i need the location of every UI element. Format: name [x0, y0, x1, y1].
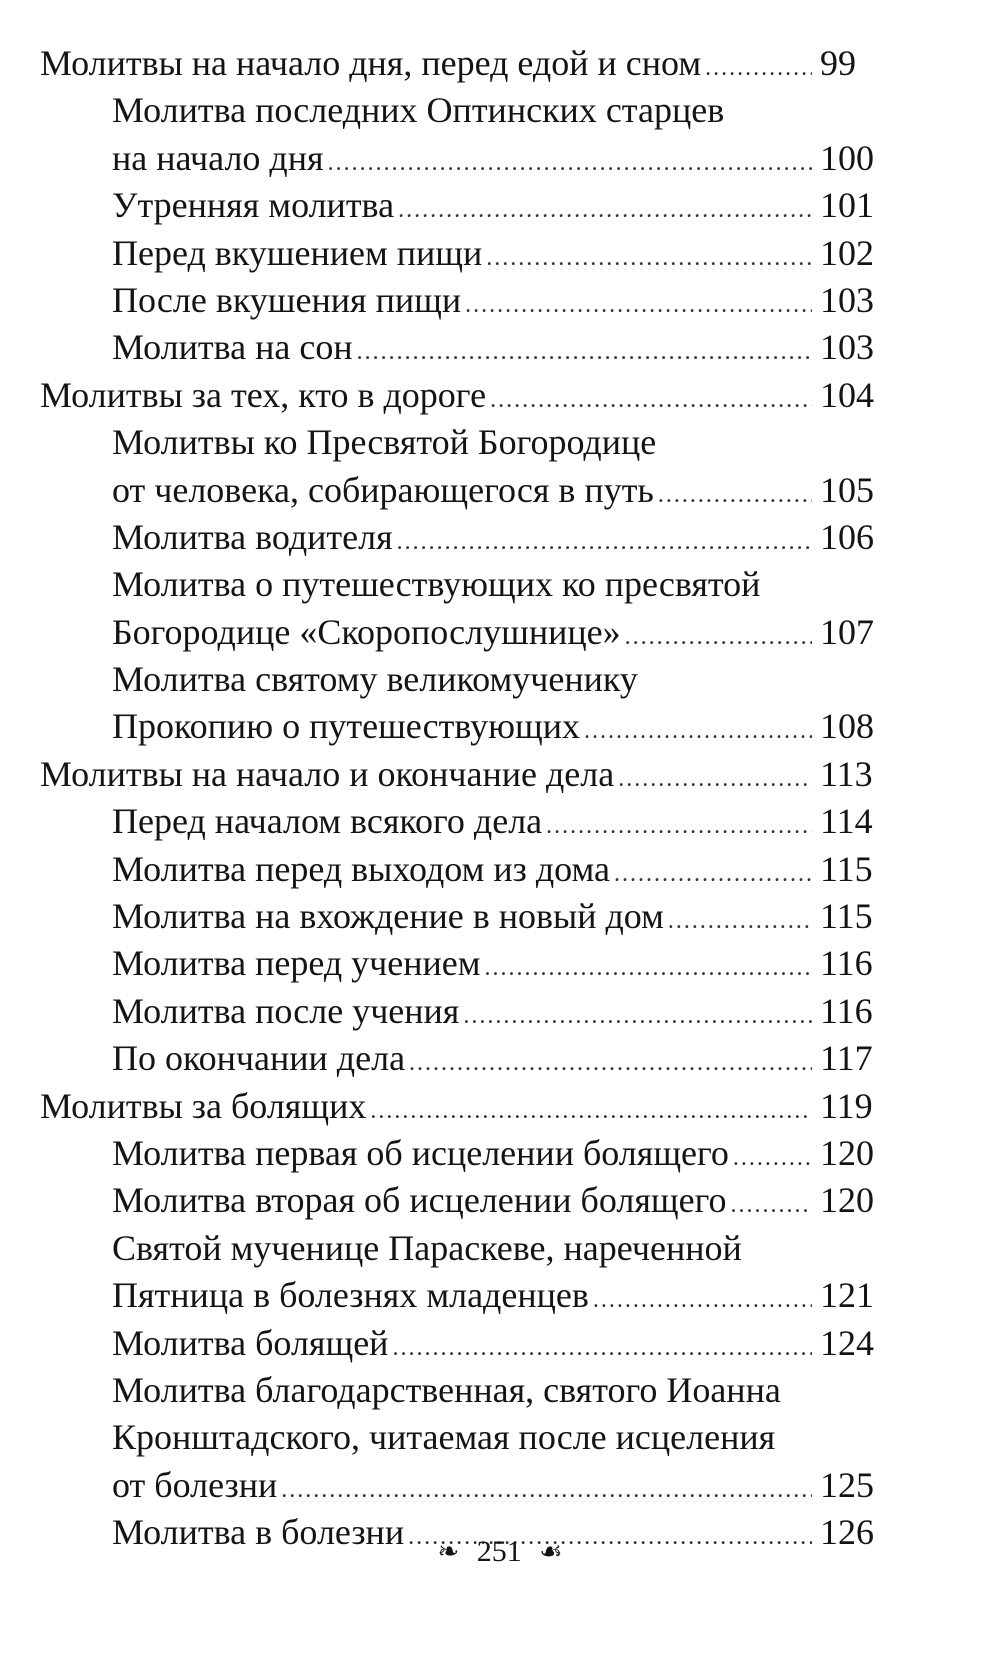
toc-page-number: 121 — [820, 1275, 874, 1316]
toc-entry-title: Молитвы на начало и окончание дела — [40, 753, 615, 794]
toc-entry-title: Молитвы за тех, кто в дороге — [40, 374, 487, 415]
dot-leader — [668, 898, 812, 945]
dot-leader — [490, 377, 812, 424]
toc-page-number: 125 — [820, 1464, 874, 1505]
toc-entry-title: Перед началом всякого дела — [112, 801, 543, 842]
toc-entry — [0, 1225, 1000, 1272]
toc-entry — [0, 703, 1000, 750]
toc-entry-title: Молитва перед выходом из дома — [112, 848, 610, 889]
toc-entry — [0, 1462, 1000, 1509]
toc-entry-title: Молитва первая об исцелении болящего — [112, 1132, 729, 1173]
toc-page-number: 103 — [820, 327, 874, 368]
toc-page-number: 108 — [820, 706, 874, 747]
toc-page-number: 119 — [820, 1085, 873, 1126]
dot-leader — [486, 235, 812, 282]
toc-entry — [0, 561, 1000, 608]
toc-entry — [0, 1130, 1000, 1177]
toc-entry-title: Молитва в болезни — [112, 1512, 405, 1553]
toc-section — [0, 751, 1000, 798]
toc-entry — [0, 1035, 1000, 1082]
toc-entry-title: Кронштадского, читаемая после исцеления — [112, 1417, 776, 1458]
dot-leader — [281, 1467, 812, 1514]
toc-page-number: 114 — [820, 801, 873, 842]
dot-leader — [370, 1088, 812, 1135]
toc-page-number: 101 — [820, 185, 874, 226]
toc-entry-title: от человека, собирающегося в путь — [112, 469, 654, 510]
toc-page-number: 106 — [820, 516, 874, 557]
table-of-contents — [0, 40, 1000, 1557]
dot-leader — [485, 945, 812, 992]
dot-leader — [705, 45, 812, 92]
dot-leader — [625, 614, 812, 661]
dot-leader — [465, 282, 812, 329]
toc-page-number: 116 — [820, 943, 873, 984]
toc-page-number: 103 — [820, 279, 874, 320]
toc-page-number: 126 — [820, 1512, 874, 1553]
toc-entry-title: Молитва после учения — [112, 990, 460, 1031]
toc-page-number: 117 — [820, 1038, 873, 1079]
toc-page-number: 100 — [820, 137, 874, 178]
toc-entry-title: Молитва последних Оптинских старцев — [112, 90, 725, 131]
toc-entry — [0, 277, 1000, 324]
ornament-right-icon: ☙ — [539, 1537, 563, 1567]
toc-entry-title: Молитва болящей — [112, 1322, 389, 1363]
toc-section — [0, 40, 1000, 87]
dot-leader — [409, 1040, 812, 1087]
toc-page-number: 116 — [820, 990, 873, 1031]
toc-entry-title: Молитва благодарственная, святого Иоанна — [112, 1369, 781, 1410]
toc-entry — [0, 609, 1000, 656]
toc-section — [0, 1083, 1000, 1130]
toc-entry — [0, 1272, 1000, 1319]
toc-entry-title: на начало дня — [112, 137, 324, 178]
toc-entry — [0, 87, 1000, 134]
dot-leader — [593, 1277, 812, 1324]
toc-entry-title: Перед вкушением пищи — [112, 232, 483, 273]
toc-page-number: 120 — [820, 1132, 874, 1173]
toc-entry — [0, 467, 1000, 514]
toc-entry — [0, 230, 1000, 277]
toc-section — [0, 372, 1000, 419]
toc-entry-title: Богородице «Скоропослушнице» — [112, 611, 621, 652]
toc-entry — [0, 324, 1000, 371]
page-footer — [0, 1530, 1000, 1572]
ornament-left-icon: ❧ — [437, 1537, 460, 1567]
toc-entry-title: Молитвы ко Пресвятой Богородице — [112, 422, 657, 463]
toc-entry — [0, 135, 1000, 182]
dot-leader — [546, 803, 812, 850]
toc-entry-title: После вкушения пищи — [112, 279, 462, 320]
toc-entry-title: Молитва о путешествующих ко пресвятой — [112, 564, 761, 605]
toc-entry-title: Молитва святому великомученику — [112, 659, 638, 700]
toc-page-number: 102 — [820, 232, 874, 273]
dot-leader — [584, 708, 812, 755]
dot-leader — [658, 472, 812, 519]
toc-entry-title: Молитва вторая об исцелении болящего — [112, 1180, 727, 1221]
toc-entry — [0, 940, 1000, 987]
toc-entry-title: Утренняя молитва — [112, 185, 395, 226]
toc-entry — [0, 1414, 1000, 1461]
dot-leader — [357, 329, 812, 376]
toc-entry-title: Молитва перед учением — [112, 943, 481, 984]
toc-entry — [0, 1367, 1000, 1414]
toc-page-number: 104 — [820, 374, 874, 415]
toc-page-number: 105 — [820, 469, 874, 510]
toc-entry-title: от болезни — [112, 1464, 278, 1505]
toc-entry — [0, 798, 1000, 845]
toc-page-number: 107 — [820, 611, 874, 652]
toc-entry — [0, 846, 1000, 893]
toc-entry-title: Святой мученице Параскеве, нареченной — [112, 1227, 742, 1268]
toc-entry — [0, 182, 1000, 229]
toc-page-number: 124 — [820, 1322, 874, 1363]
dot-leader — [614, 851, 812, 898]
toc-entry — [0, 893, 1000, 940]
page-number: 251 — [476, 1535, 522, 1569]
toc-entry-title: Молитвы за болящих — [40, 1085, 367, 1126]
toc-entry-title: Прокопию о путешествующих — [112, 706, 581, 747]
dot-leader — [328, 140, 812, 187]
toc-entry-title: Молитва на сон — [112, 327, 353, 368]
toc-page-number: 115 — [820, 896, 873, 937]
toc-entry — [0, 514, 1000, 561]
dot-leader — [392, 1325, 812, 1372]
toc-page-number: 99 — [820, 43, 856, 83]
toc-page-number: 113 — [820, 753, 873, 794]
toc-page-number: 115 — [820, 848, 873, 889]
dot-leader — [398, 187, 812, 234]
toc-entry-title: По окончании дела — [112, 1038, 406, 1079]
dot-leader — [733, 1135, 812, 1182]
toc-entry — [0, 419, 1000, 466]
toc-entry-title: Пятница в болезнях младенцев — [112, 1275, 589, 1316]
toc-page-number: 120 — [820, 1180, 874, 1221]
toc-entry-title: Молитвы на начало дня, перед едой и сном — [40, 43, 702, 83]
dot-leader — [730, 1182, 812, 1229]
toc-entry — [0, 656, 1000, 703]
dot-leader — [618, 756, 812, 803]
toc-entry — [0, 988, 1000, 1035]
toc-entry — [0, 1177, 1000, 1224]
toc-entry — [0, 1320, 1000, 1367]
toc-entry-title: Молитва водителя — [112, 516, 393, 557]
dot-leader — [397, 519, 812, 566]
dot-leader — [463, 993, 812, 1040]
toc-entry-title: Молитва на вхождение в новый дом — [112, 896, 664, 937]
